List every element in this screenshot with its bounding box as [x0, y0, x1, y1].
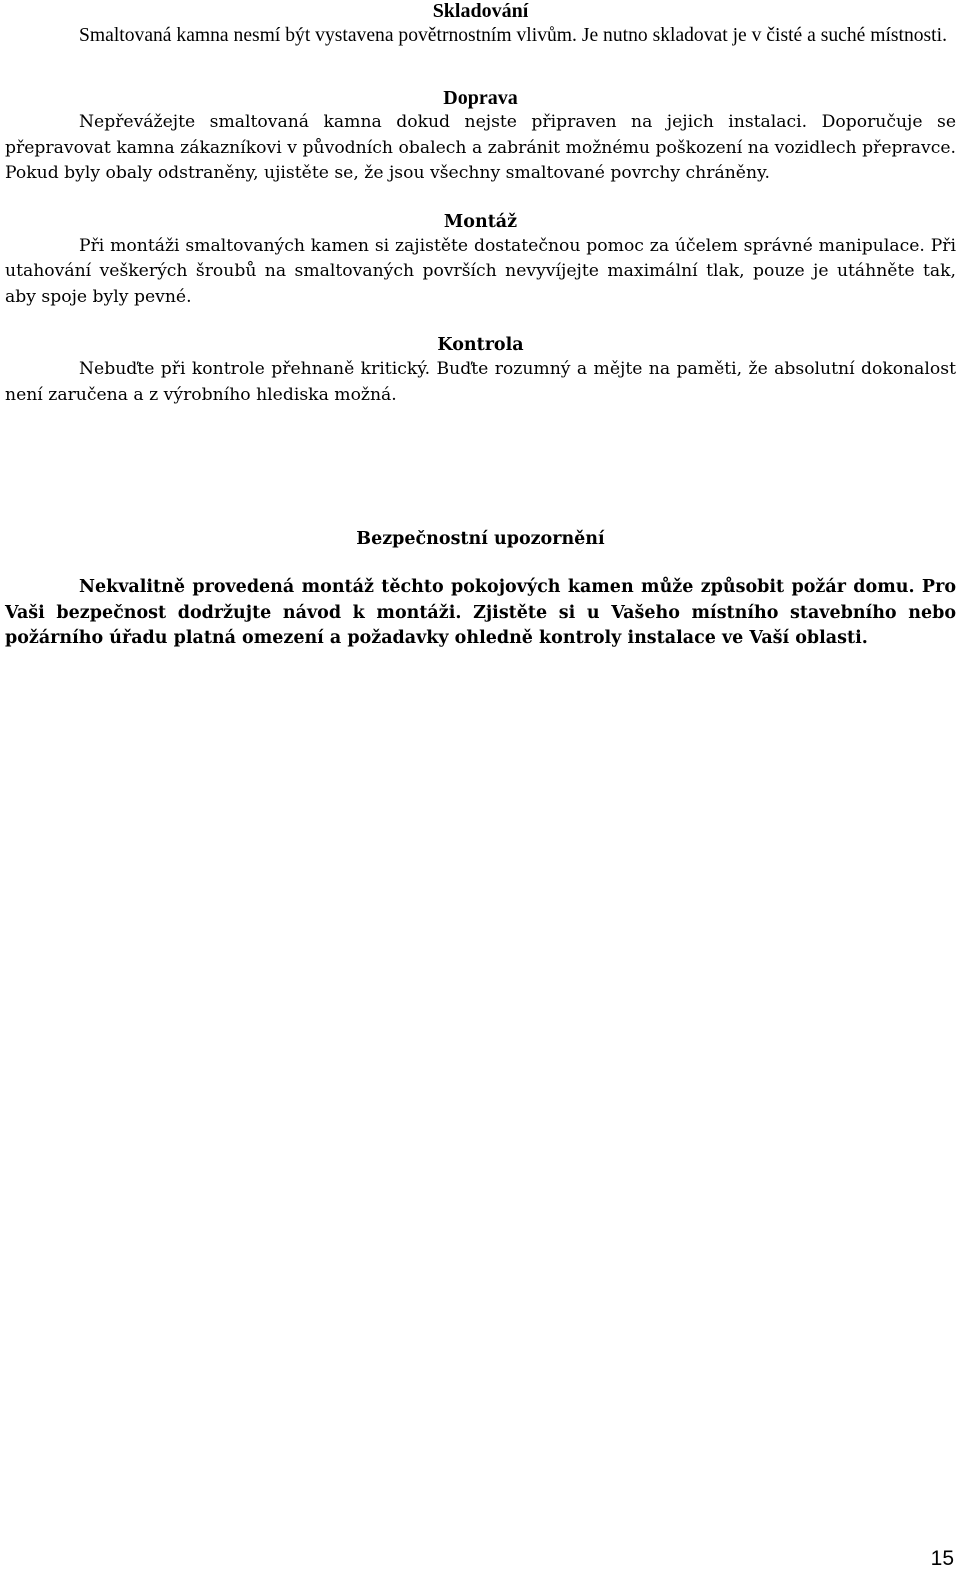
page-number: 15 — [930, 1547, 954, 1570]
heading-skladovani: Skladování — [432, 0, 529, 22]
heading-bezpecnost: Bezpečnostní upozornění — [356, 529, 605, 549]
heading-doprava: Doprava — [443, 87, 518, 109]
paragraph-skladovani: Smaltovaná kamna nesmí být vystavena povětrnostním vlivům. Je nutno skladovat je v čisté a suché místnosti. — [79, 25, 947, 46]
paragraph-doprava-part1: Nepřevážejte smaltovaná kamna dokud nejste připraven na jejich instalaci. Doporučuje se přepravovat kamna zákazníkovi v původních obalech a zabránit možnému poškození na vozidlech přepravce. — [5, 112, 956, 158]
paragraph-montaz: Při montáži smaltovaných kamen si zajistěte dostatečnou pomoc za účelem správné manipulace. Při utahování veškerých šroubů na smaltovaných površích nevyvíjejte maximální tlak, pouze je utáhněte tak, aby spoje byly pevné. — [5, 235, 956, 307]
paragraph-doprava — [5, 110, 956, 187]
document-page — [5, 0, 956, 652]
heading-kontrola: Kontrola — [437, 335, 524, 355]
paragraph-kontrola: Nebuďte při kontrole přehnaně kritický. Buďte rozumný a mějte na paměti, že absolutní dokonalost není zaručena a z výrobního hlediska možná. — [5, 359, 956, 405]
heading-montaz: Montáž — [443, 211, 518, 232]
paragraph-doprava-part2: Pokud byly obaly odstraněny, ujistěte se, že jsou všechny smaltované povrchy chráněny. — [5, 163, 770, 183]
paragraph-bezpecnost: Nekvalitně provedená montáž těchto pokojových kamen může způsobit požár domu. Pro Vaši bezpečnost dodržujte návod k montáži. Zjistěte si u Vašeho místního stavebního nebo požárního úřadu platná omezení a požadavky ohledně kontroly instalace ve Vaší oblasti. — [5, 577, 956, 648]
